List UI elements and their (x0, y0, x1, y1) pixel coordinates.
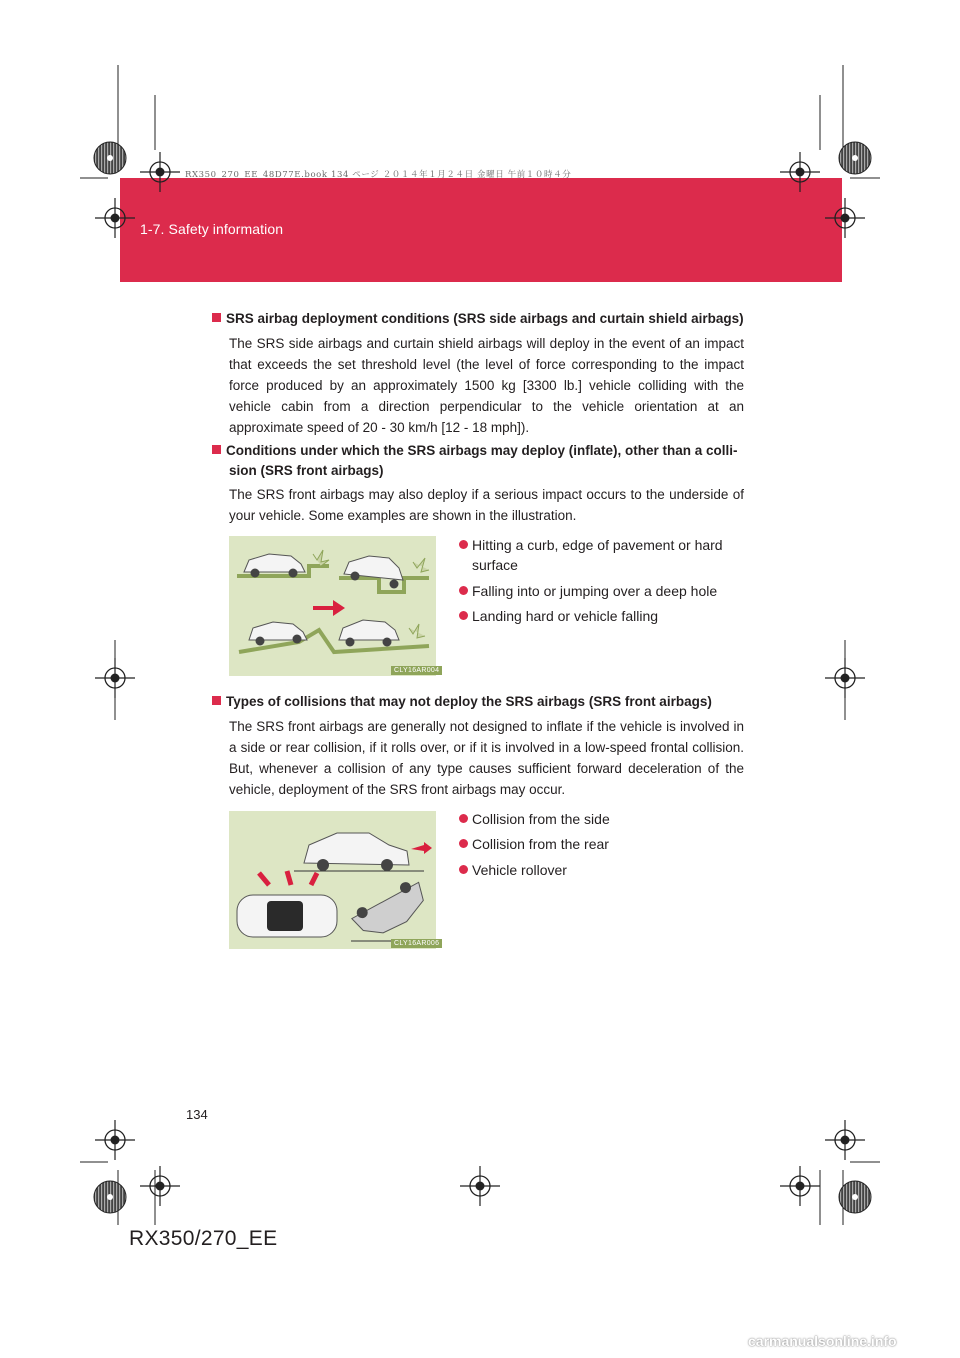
bullet-deep-hole (459, 581, 759, 601)
paragraph-side-airbag-conditions: The SRS side airbags and curtain shield airbags will deploy in the event of an impact that exceeds the set threshold level (the level of force corresponding to the impact force produced by an approximately 1500 kg [3300 lb.] vehicle colliding with the vehicle cabin from a direction perpendicular to the vehicle orientation at an approximate speed of 20 - 30 km/h [12 - 18 mph]). (229, 336, 744, 435)
bullet-text-line2: surface (472, 557, 518, 573)
bullet-text: Landing hard or vehicle falling (472, 608, 659, 624)
bullet-dot (459, 839, 468, 848)
bullet-text: Falling into or jumping over a deep hole (472, 583, 718, 599)
bullet-dot (459, 814, 468, 823)
heading-square-marker (212, 696, 221, 705)
heading-side-airbag-conditions (212, 309, 752, 329)
bullet-dot (459, 611, 468, 620)
bullet-text: Vehicle rollover (472, 862, 567, 878)
model-code: RX350/270_EE (129, 1227, 278, 1250)
car-icon (237, 895, 337, 937)
illustration-collision-types (229, 811, 436, 949)
bullet-dot (459, 865, 468, 874)
heading-text-line1: Conditions under which the SRS airbags may deploy (inflate), other than a colli- (226, 443, 738, 458)
bullet-dot (459, 540, 468, 549)
paragraph-other-deploy-conditions: The SRS front airbags may also deploy if a serious impact occurs to the underside of your vehicle. Some examples are shown in the illustration. (229, 487, 744, 523)
heading-text: Types of collisions that may not deploy the SRS airbags (SRS front airbags) (226, 694, 712, 709)
bullet-rollover (459, 860, 759, 880)
heading-other-deploy-conditions (212, 441, 752, 481)
heading-square-marker (212, 313, 221, 322)
bullet-rear-collision (459, 834, 759, 854)
heading-text: SRS airbag deployment conditions (SRS side airbags and curtain shield airbags) (226, 311, 744, 326)
paragraph-non-deploy-collisions: The SRS front airbags are generally not designed to inflate if the vehicle is involved in a side or rear collision, if it rolls over, or if it is involved in a low-speed frontal collision. But, whenever a collision of any type causes sufficient forward deceleration of the vehicle, deployment of the SRS front airbags may occur. (229, 719, 744, 797)
illustration-code: CLY16AR004 (391, 666, 442, 675)
heading-square-marker (212, 445, 221, 454)
illustration-underside-impact (229, 536, 436, 676)
watermark[interactable]: carmanualsonline.info (748, 1333, 897, 1349)
bullet-text: Hitting a curb, edge of pavement or hard (472, 537, 723, 553)
illustration-code: CLY16AR006 (391, 939, 442, 948)
bullet-side-collision (459, 809, 759, 829)
bullet-landing-hard (459, 606, 759, 626)
print-info-line: RX350_270_EE_48D77E.book 134 ページ ２０１４年１月２４日 金曜日 午前１０時４分 (185, 170, 572, 180)
heading-non-deploy-collisions (212, 692, 752, 712)
bullet-dot (459, 586, 468, 595)
heading-text-line2: sion (SRS front airbags) (229, 463, 384, 478)
bullet-text: Collision from the rear (472, 836, 609, 852)
section-title: 1-7. Safety information (140, 221, 284, 237)
bullet-text: Collision from the side (472, 811, 610, 827)
bullet-hitting-curb (459, 535, 759, 575)
page-number: 134 (186, 1107, 208, 1122)
